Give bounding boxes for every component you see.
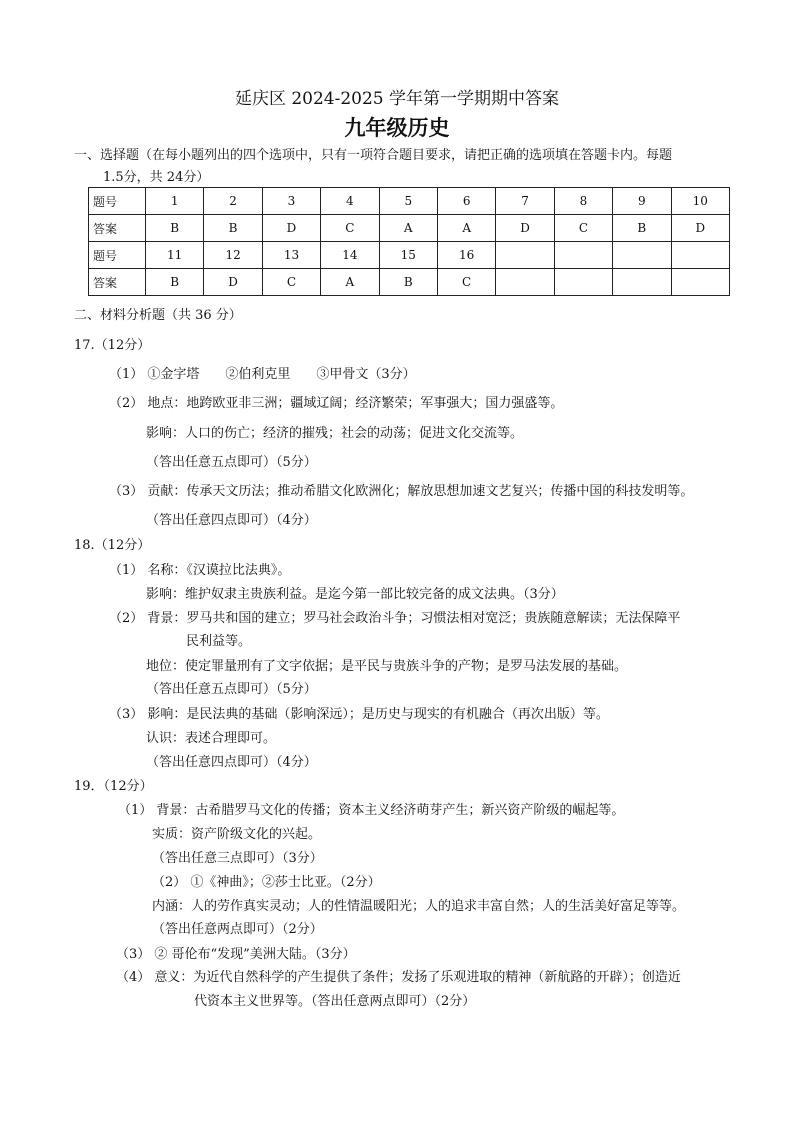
table-cell bbox=[671, 269, 729, 296]
table-cell: A bbox=[321, 269, 379, 296]
q19-part1-essence: 实质：资产阶级文化的兴起。 bbox=[152, 827, 322, 842]
table-cell: A bbox=[437, 215, 495, 242]
q17-part2-impact: 影响：人口的伤亡；经济的摧残；社会的动荡；促进文化交流等。 bbox=[146, 426, 524, 441]
table-cell bbox=[613, 269, 671, 296]
q19-part2-meaning: 内涵：人的劳作真实灵动；人的性情温暖阳光；人的追求丰富自然；人的生活美好富足等等。 bbox=[152, 899, 686, 914]
q18-part3-impact: （3） 影响：是民法典的基础（影响深远）；是历史与现实的有机融合（再次出版）等。 bbox=[109, 707, 609, 722]
q19-part3: （3） ② 哥伦布“发现”美洲大陆。（3分） bbox=[116, 947, 356, 962]
q18-part3-view: 认识：表述合理即可。 bbox=[146, 731, 277, 746]
table-cell bbox=[496, 242, 554, 269]
q19-part1-score: （答出任意三点即可）（3分） bbox=[152, 851, 323, 866]
q17-part3-score: （答出任意四点即可）（4分） bbox=[146, 513, 317, 528]
table-cell: 9 bbox=[613, 188, 671, 215]
table-cell: B bbox=[379, 269, 437, 296]
q18-part1-impact: 影响：维护奴隶主贵族利益。是迄今第一部比较完备的成文法典。（3分） bbox=[146, 587, 564, 602]
table-cell bbox=[671, 242, 729, 269]
row-label: 题号 bbox=[89, 188, 146, 215]
row-label: 答案 bbox=[89, 269, 146, 296]
q18-part3-score: （答出任意四点即可）（4分） bbox=[146, 755, 317, 770]
q19-part2-score: （答出任意两点即可）（2分） bbox=[152, 922, 323, 937]
page-subtitle: 九年级历史 bbox=[344, 116, 450, 140]
q19-part2-answer: （2） ①《神曲》；②莎士比亚。（2分） bbox=[152, 875, 381, 890]
row-label: 答案 bbox=[89, 215, 146, 242]
table-cell: B bbox=[204, 215, 262, 242]
table-cell: A bbox=[379, 215, 437, 242]
q18-part2-status: 地位：使定罪量刑有了文字依据；是平民与贵族斗争的产物；是罗马法发展的基础。 bbox=[146, 659, 628, 674]
table-cell: C bbox=[437, 269, 495, 296]
table-cell: C bbox=[554, 215, 612, 242]
section2-heading: 二、材料分析题（共 36 分） bbox=[74, 308, 242, 323]
table-cell: 1 bbox=[146, 188, 204, 215]
table-cell bbox=[613, 242, 671, 269]
table-cell: D bbox=[496, 215, 554, 242]
table-row bbox=[89, 215, 730, 242]
q19-part1-background: （1） 背景：古希腊罗马文化的传播；资本主义经济萌芽产生；新兴资产阶级的崛起等。 bbox=[118, 803, 625, 818]
section1-heading: 一、选择题（在每小题列出的四个选项中，只有一项符合题目要求，请把正确的选项填在答题卡内。每题 bbox=[74, 148, 673, 163]
table-cell: 3 bbox=[262, 188, 320, 215]
q17-part2-location: （2） 地点：地跨欧亚非三洲；疆域辽阔；经济繁荣；军事强大；国力强盛等。 bbox=[109, 396, 564, 411]
table-cell: C bbox=[321, 215, 379, 242]
table-cell: 14 bbox=[321, 242, 379, 269]
table-cell bbox=[496, 269, 554, 296]
table-cell: 13 bbox=[262, 242, 320, 269]
table-cell: D bbox=[204, 269, 262, 296]
table-cell: 2 bbox=[204, 188, 262, 215]
answer-table bbox=[88, 187, 730, 296]
q18-title: 18.（12分） bbox=[74, 538, 151, 553]
table-cell: 11 bbox=[146, 242, 204, 269]
table-cell: 5 bbox=[379, 188, 437, 215]
table-cell: B bbox=[613, 215, 671, 242]
table-cell: 10 bbox=[671, 188, 729, 215]
table-cell: 6 bbox=[437, 188, 495, 215]
q17-title: 17.（12分） bbox=[74, 338, 151, 353]
table-cell bbox=[554, 269, 612, 296]
table-cell: 8 bbox=[554, 188, 612, 215]
section1-heading-cont: 1.5分，共 24分） bbox=[103, 170, 210, 185]
q18-part2-background: （2） 背景：罗马共和国的建立；罗马社会政治斗争；习惯法相对宽泛；贵族随意解读；无法保障平 bbox=[109, 611, 681, 626]
row-label: 题号 bbox=[89, 242, 146, 269]
table-cell: D bbox=[671, 215, 729, 242]
q19-part4-significance: （4） 意义：为近代自然科学的产生提供了条件；发扬了乐观进取的精神（新航路的开辟）；创造近 bbox=[116, 970, 681, 985]
table-cell: 4 bbox=[321, 188, 379, 215]
table-cell bbox=[554, 242, 612, 269]
table-cell: 16 bbox=[437, 242, 495, 269]
q17-part3-contribution: （3） 贡献：传承天文历法；推动希腊文化欧洲化；解放思想加速文艺复兴；传播中国的科技发明等。 bbox=[109, 484, 694, 499]
table-cell: B bbox=[146, 269, 204, 296]
table-cell: 12 bbox=[204, 242, 262, 269]
table-row bbox=[89, 188, 730, 215]
table-cell: 15 bbox=[379, 242, 437, 269]
table-cell: B bbox=[146, 215, 204, 242]
table-cell: D bbox=[262, 215, 320, 242]
table-cell: 7 bbox=[496, 188, 554, 215]
table-row bbox=[89, 269, 730, 296]
q18-part2-background-cont: 民利益等。 bbox=[186, 634, 252, 649]
q17-part1: （1） ①金字塔 ②伯利克里 ③甲骨文（3分） bbox=[109, 367, 416, 382]
q18-part2-score: （答出任意五点即可）（5分） bbox=[146, 682, 317, 697]
q18-part1-name: （1） 名称：《汉谟拉比法典》。 bbox=[109, 563, 291, 578]
table-cell: C bbox=[262, 269, 320, 296]
table-row bbox=[89, 242, 730, 269]
page-title: 延庆区 2024-2025 学年第一学期期中答案 bbox=[234, 89, 560, 109]
q17-part2-score: （答出任意五点即可）（5分） bbox=[146, 455, 317, 470]
q19-title: 19．（12分） bbox=[74, 779, 153, 794]
q19-part4-significance-cont: 代资本主义世界等。（答出任意两点即可）（2分） bbox=[194, 994, 476, 1009]
